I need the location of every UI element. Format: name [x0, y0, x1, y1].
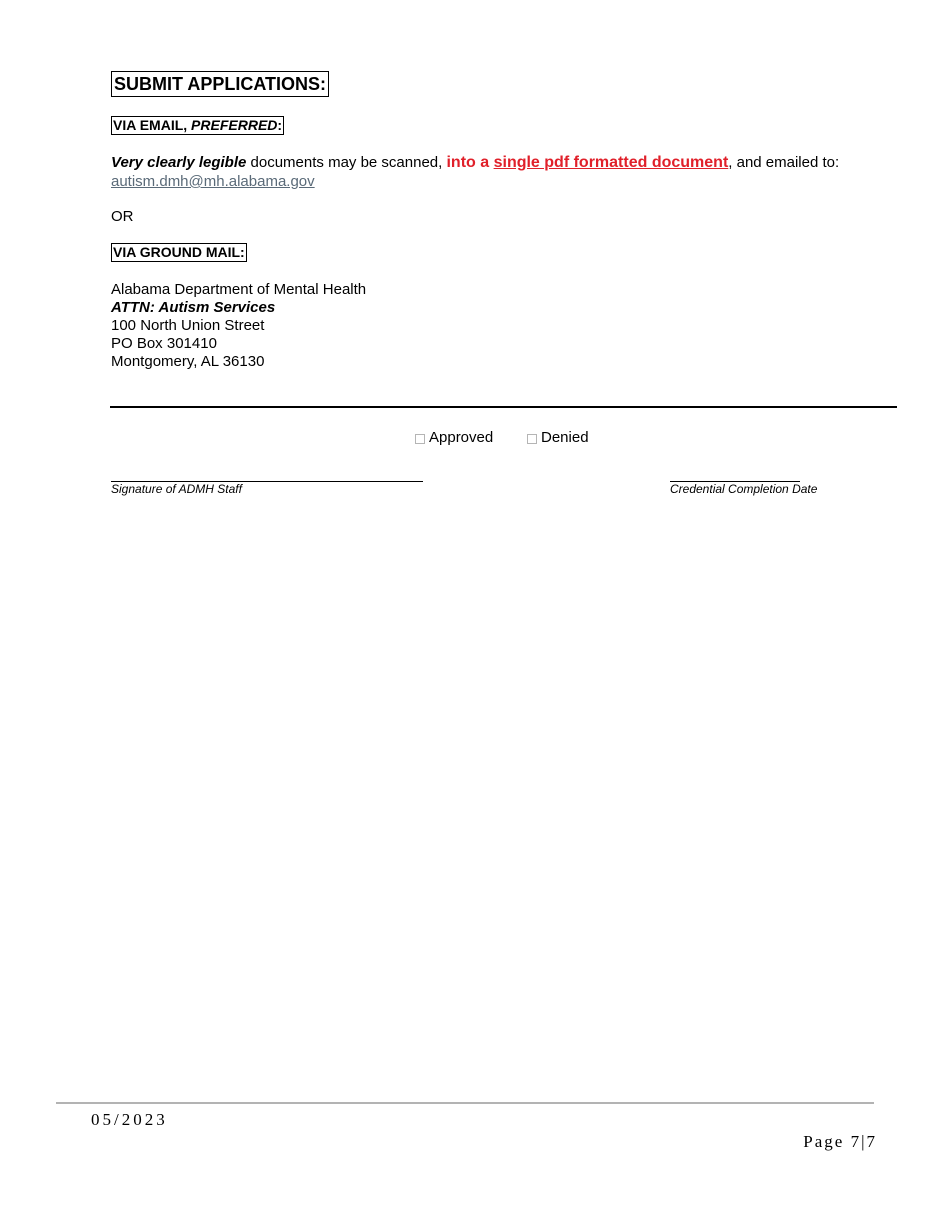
- via-email-heading-colon: :: [277, 117, 283, 133]
- instructions-text: documents may be scanned,: [246, 154, 447, 171]
- denied-label: Denied: [541, 429, 589, 446]
- pdf-requirement-underlined: single pdf formatted document: [493, 154, 729, 171]
- pdf-requirement-prefix: into a: [446, 154, 494, 171]
- completion-date-label: Credential Completion Date: [670, 482, 818, 496]
- preferred-emphasis: PREFERRED: [191, 117, 278, 133]
- section-divider: [110, 406, 897, 408]
- denied-checkbox[interactable]: [527, 434, 537, 444]
- approved-option[interactable]: [415, 429, 493, 447]
- signature-label: Signature of ADMH Staff: [111, 482, 242, 496]
- via-email-heading: [111, 116, 284, 135]
- approved-checkbox[interactable]: [415, 434, 425, 444]
- legible-emphasis: Very clearly legible: [111, 154, 247, 171]
- email-instructions: [111, 153, 839, 173]
- instructions-tail: , and emailed to:: [728, 154, 840, 171]
- footer-page-number: Page 7|7: [803, 1132, 877, 1151]
- approved-label: Approved: [429, 429, 494, 446]
- address-line-street: 100 North Union Street: [111, 317, 265, 334]
- via-email-heading-text: VIA EMAIL,: [113, 117, 192, 133]
- via-ground-mail-heading: VIA GROUND MAIL:: [113, 244, 245, 260]
- footer-rule: [56, 1102, 874, 1104]
- or-separator: OR: [111, 208, 134, 225]
- submit-applications-heading: SUBMIT APPLICATIONS:: [111, 71, 329, 97]
- address-line-city: Montgomery, AL 36130: [111, 353, 265, 370]
- denied-option[interactable]: [527, 429, 589, 447]
- address-line-department: Alabama Department of Mental Health: [111, 281, 367, 298]
- address-line-po-box: PO Box 301410: [111, 335, 217, 352]
- footer-revision-date: 05/2023: [91, 1110, 168, 1129]
- email-link[interactable]: autism.dmh@mh.alabama.gov: [111, 173, 315, 190]
- address-line-attn: ATTN: Autism Services: [111, 299, 276, 316]
